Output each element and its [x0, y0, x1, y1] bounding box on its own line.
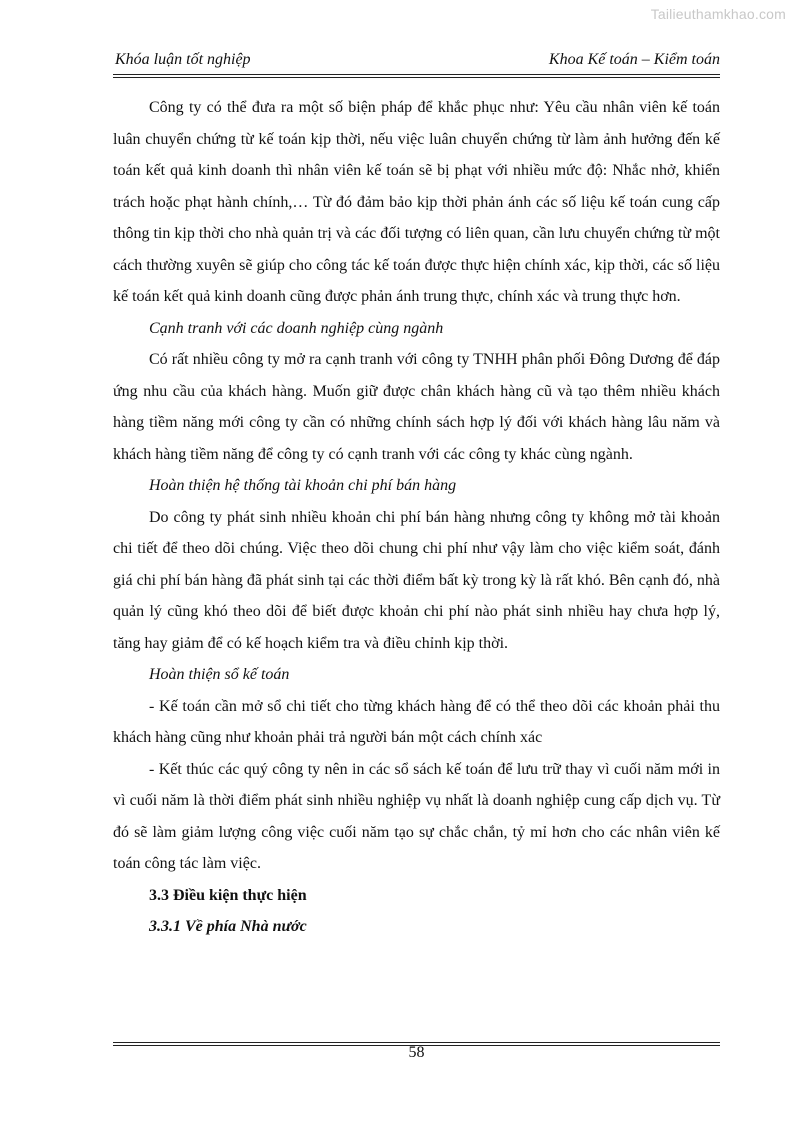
page-number: 58: [408, 1044, 425, 1061]
header-thesis-label: Khóa luận tốt nghiệp: [115, 51, 251, 68]
paragraph-competition: Có rất nhiều công ty mở ra cạnh tranh với công ty TNHH phân phối Đông Dương để đáp ứng nhu cầu của khách hàng. Muốn giữ được chân khách hàng cũ và tạo thêm nhiều khách hàng tiềm năng mới công ty cần có những chính sách hợp lý đối với khách hàng lâu năm và khách hàng tiềm năng để công ty có cạnh tranh với các công ty khác cùng ngành.: [113, 351, 720, 463]
subheading-selling-expense-accounts: Hoàn thiện hệ thống tài khoản chi phí bán hàng: [149, 477, 457, 494]
subheading-competition: Cạnh tranh với các doanh nghiệp cùng ngành: [149, 319, 444, 337]
bullet-quarterly-printing: - Kết thúc các quý công ty nên in các sổ sách kế toán để lưu trữ thay vì cuối năm mới in vì cuối năm là thời điểm phát sinh nhiều nghiệp vụ nhất là doanh nghiệp cung cấp dịch vụ. Từ đó sẽ làm giảm lượng công việc cuối năm tạo sự chắc chắn, tỷ mỉ hơn cho các nhân viên kế toán công tác làm việc.: [113, 760, 720, 872]
page-body: [113, 92, 720, 943]
watermark: Tailieuthamkhao.com: [650, 6, 786, 22]
section-heading-conditions: 3.3 Điều kiện thực hiện: [149, 886, 307, 904]
paragraph-selling-expense-accounts: Do công ty phát sinh nhiều khoản chi phí bán hàng nhưng công ty không mở tài khoản chi tiết để theo dõi chúng. Việc theo dõi chung chi phí như vậy làm cho việc kiểm soát, đánh giá chi phí bán hàng đã phát sinh tại các thời điểm bất kỳ trong kỳ là rất khó. Bên cạnh đó, nhà quản lý cũng khó theo dõi để biết được khoản chi phí nào phát sinh nhiều hay chưa hợp lý, tăng hay giảm để có kế hoạch kiểm tra và điều chỉnh kịp thời.: [113, 508, 720, 652]
bullet-detailed-ledger: - Kế toán cần mở sổ chi tiết cho từng khách hàng để có thể theo dõi các khoản phải thu khách hàng cũng như khoản phải trả người bán một cách chính xác: [113, 697, 720, 746]
header-faculty-label: Khoa Kế toán – Kiểm toán: [548, 51, 720, 68]
paragraph-document-circulation: Công ty có thể đưa ra một số biện pháp để khắc phục như: Yêu cầu nhân viên kế toán luân chuyển chứng từ kế toán kịp thời, nếu việc luân chuyển chứng từ làm ảnh hưởng đến kế toán kết quả kinh doanh thì nhân viên kế toán sẽ bị phạt với nhiều mức độ: Nhắc nhở, khiển trách hoặc phạt hành chính,… Từ đó đảm bảo kịp thời phản ánh các số liệu kế toán cung cấp thông tin kịp thời cho nhà quản trị và các đối tượng có liên quan, cần lưu chuyển chứng từ một cách thường xuyên sẽ giúp cho công tác kế toán được thực hiện chính xác, kịp thời, các số liệu kế toán kết quả kinh doanh cũng được phản ánh trung thực, chính xác và trung thực hơn.: [113, 99, 720, 305]
header-divider: [113, 74, 720, 78]
subsection-heading-state: 3.3.1 Về phía Nhà nước: [149, 918, 307, 935]
subheading-accounting-books: Hoàn thiện sổ kế toán: [149, 666, 290, 683]
